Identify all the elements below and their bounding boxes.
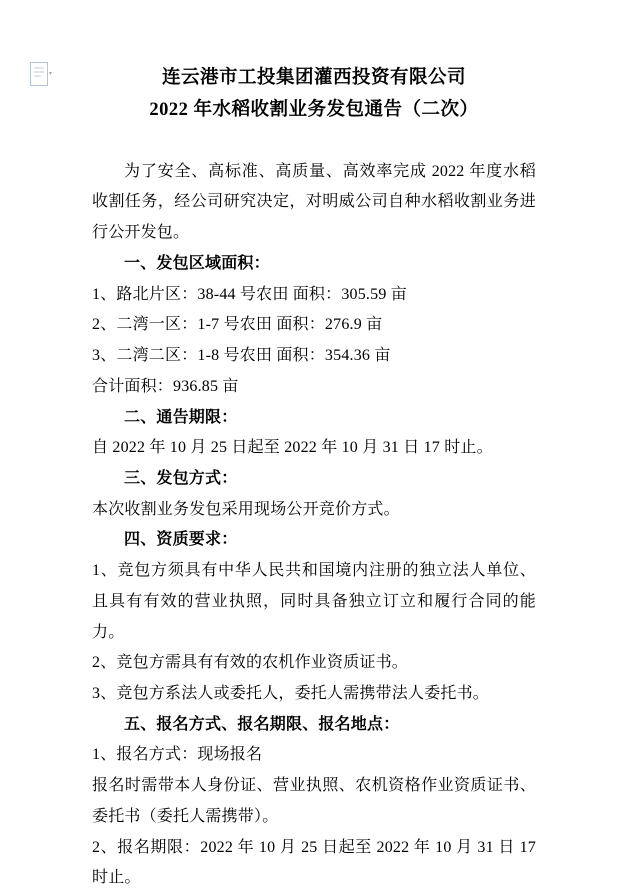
registration-materials: 报名时需带本人身份证、营业执照、农机资格作业资质证书、委托书（委托人需携带）。 [92, 777, 536, 825]
section-heading-2: 二、通告期限： [124, 408, 238, 426]
section-heading-1: 一、发包区域面积： [124, 254, 270, 272]
document-page-icon [30, 62, 52, 88]
document-body [92, 62, 536, 894]
section-heading-5: 五、报名方式、报名期限、报名地点： [124, 715, 400, 733]
document-title [92, 62, 536, 127]
section-heading-4: 四、资质要求： [124, 531, 238, 549]
document-title-line-1: 连云港市工投集团灌西投资有限公司 [161, 68, 466, 88]
registration-period: 2、报名期限：2022 年 10 月 25 日起至 2022 年 10 月 31 日 17 时止。 [92, 838, 536, 887]
section-heading-3: 三、发包方式： [124, 469, 238, 487]
area-item-2: 2、二湾一区：1-7 号农田 面积：276.9 亩 [92, 316, 383, 334]
qualification-item-1: 1、竞包方须具有中华人民共和国境内注册的独立法人单位、且具有有效的营业执照，同时具备独立订立和履行合同的能力。 [92, 562, 536, 641]
area-item-1: 1、路北片区：38-44 号农田 面积：305.59 亩 [92, 285, 407, 303]
area-item-3: 3、二湾二区：1-8 号农田 面积：354.36 亩 [92, 347, 391, 365]
paragraph-intro: 为了安全、高标准、高质量、高效率完成 2022 年度水稻收割任务，经公司研究决定，对明威公司自种水稻收割业务进行公开发包。 [92, 162, 536, 242]
contract-method: 本次收割业务发包采用现场公开竞价方式。 [92, 500, 400, 518]
qualification-item-2: 2、竞包方需具有有效的农机作业资质证书。 [92, 654, 409, 672]
qualification-item-3: 3、竞包方系法人或委托人，委托人需携带法人委托书。 [92, 684, 490, 702]
notice-period: 自 2022 年 10 月 25 日起至 2022 年 10 月 31 日 17 时止。 [92, 439, 493, 457]
area-total: 合计面积：936.85 亩 [92, 377, 239, 395]
registration-method: 1、报名方式：现场报名 [92, 746, 263, 764]
document-title-line-2: 2022 年水稻收割业务发包通告（二次） [149, 100, 479, 121]
